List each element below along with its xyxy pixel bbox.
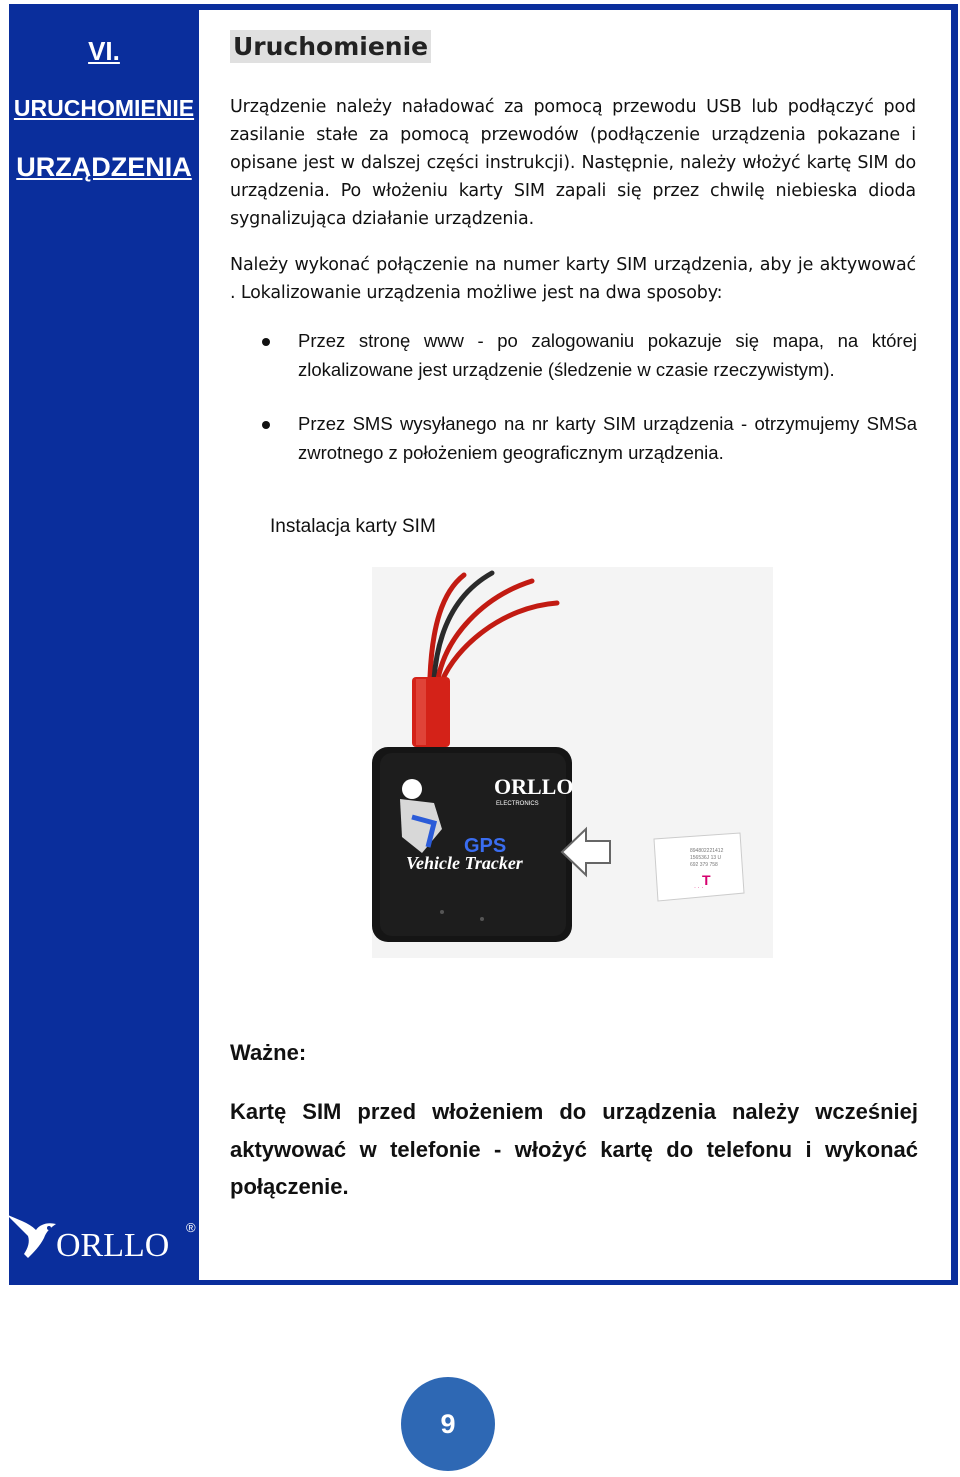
- svg-text:692 379 758: 692 379 758: [690, 862, 718, 868]
- gps-tracker-device: [372, 747, 573, 942]
- svg-text:ORLLO: ORLLO: [494, 774, 574, 799]
- svg-text:GPS: GPS: [464, 835, 507, 857]
- registered-mark: ®: [186, 1220, 196, 1235]
- section-title-line1: URUCHOMIENIE: [13, 95, 195, 121]
- sim-installation-photo: [372, 567, 773, 958]
- page-title: Uruchomienie: [230, 30, 431, 63]
- telekom-logo: T: [702, 872, 711, 888]
- bullet-dot: [262, 421, 270, 429]
- bullet-item-sms: Przez SMS wysyłanego na nr karty SIM urządzenia - otrzymujemy SMSa zwrotnego z położeniem geograficznym urządzenia.: [298, 413, 917, 463]
- svg-text:156536J 13 U: 156536J 13 U: [690, 855, 722, 861]
- sim-card: [654, 833, 744, 901]
- orllo-logo: [4, 1208, 200, 1268]
- important-note: Kartę SIM przed włożeniem do urządzenia należy wcześniej aktywować w telefonie - włożyć kartę do telefonu i wykonać połączenie.: [230, 1099, 918, 1199]
- eagle-icon: [6, 1214, 56, 1258]
- section-number: VI.: [88, 36, 120, 66]
- page-number: 9: [401, 1377, 495, 1471]
- svg-text:ELECTRONICS: ELECTRONICS: [496, 801, 539, 807]
- bullet-dot: [262, 338, 270, 346]
- photo-caption: Instalacja karty SIM: [270, 516, 436, 537]
- section-title-line2: URZĄDZENIA: [16, 152, 192, 182]
- rider-icon: [402, 779, 422, 799]
- intro-paragraph: Urządzenie należy naładować za pomocą przewodu USB lub podłączyć pod zasilanie stałe za pomocą przewodów (podłączenie urządzenia pokazane i opisane jest w dalszej części instrukcji). Następnie, należy włożyć kartę SIM do urządzenia. Po włożeniu karty SIM zapali się przez chwilę niebieska dioda sygnalizująca działanie urządzenia.: [230, 97, 916, 229]
- important-label: Ważne:: [230, 1040, 307, 1065]
- svg-text:· · ·: · · ·: [694, 885, 704, 891]
- activation-paragraph: Należy wykonać połączenie na numer karty SIM urządzenia, aby je aktywować . Lokalizowanie urządzenia możliwe jest na dwa sposoby:: [230, 255, 916, 303]
- bullet-item-web: Przez stronę www - po zalogowaniu pokazuje się mapa, na której zlokalizowane jest urządzenie (śledzenie w czasie rzeczywistym).: [298, 330, 917, 380]
- logo-text: ORLLO: [56, 1227, 170, 1264]
- svg-text:Vehicle Tracker: Vehicle Tracker: [406, 853, 523, 873]
- svg-text:894802221412: 894802221412: [690, 848, 724, 854]
